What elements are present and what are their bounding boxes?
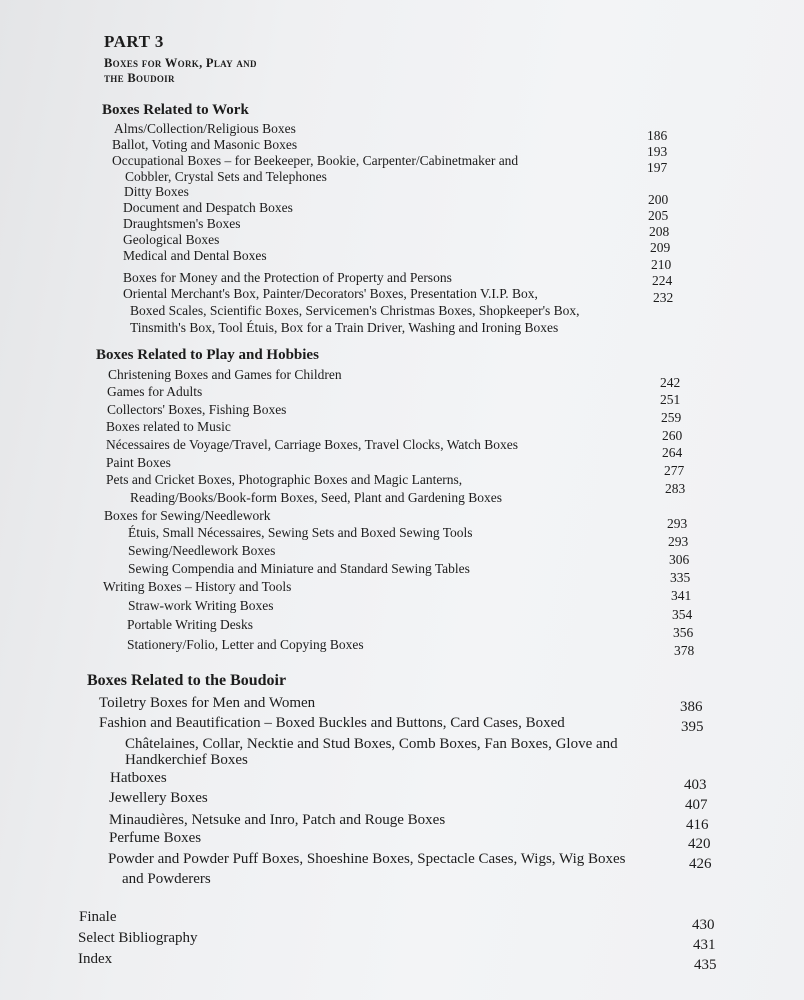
toc-entry: Collectors' Boxes, Fishing Boxes bbox=[107, 402, 287, 417]
toc-page-number: 341 bbox=[671, 588, 692, 603]
toc-entry: Boxes related to Music bbox=[106, 419, 231, 434]
toc-page-number: 197 bbox=[647, 160, 668, 175]
toc-entry: Châtelaines, Collar, Necktie and Stud Boxes, Comb Boxes, Fan Boxes, Glove and bbox=[125, 736, 618, 752]
toc-entry: Stationery/Folio, Letter and Copying Boxes bbox=[127, 637, 364, 652]
toc-entry: Tinsmith's Box, Tool Étuis, Box for a Train Driver, Washing and Ironing Boxes bbox=[130, 320, 559, 335]
part-title bbox=[104, 56, 404, 86]
toc-entry: Jewellery Boxes bbox=[109, 790, 208, 806]
toc-page-number: 209 bbox=[650, 240, 671, 255]
part-title-line: Boxes for Work, Play and bbox=[104, 56, 257, 70]
toc-page-number: 186 bbox=[647, 128, 668, 143]
toc-entry: Alms/Collection/Religious Boxes bbox=[114, 121, 296, 136]
toc-entry: Occupational Boxes – for Beekeeper, Bookie, Carpenter/Cabinetmaker and bbox=[112, 153, 519, 168]
toc-page-number: 277 bbox=[664, 463, 685, 478]
toc-page-number: 416 bbox=[686, 817, 709, 833]
toc-page-number: 251 bbox=[660, 392, 681, 407]
section-heading: Boxes Related to Work bbox=[102, 102, 249, 118]
toc-entry: Ballot, Voting and Masonic Boxes bbox=[112, 137, 298, 152]
toc-page-number: 200 bbox=[648, 192, 669, 207]
toc-entry: Fashion and Beautification – Boxed Buckles and Buttons, Card Cases, Boxed bbox=[99, 715, 565, 731]
toc-entry: Writing Boxes – History and Tools bbox=[103, 579, 292, 594]
toc-entry: Hatboxes bbox=[110, 770, 167, 786]
toc-entry: Games for Adults bbox=[107, 384, 203, 399]
toc-page-number: 232 bbox=[653, 290, 674, 305]
toc-page-number: 395 bbox=[681, 719, 704, 735]
part-label: PART 3 bbox=[104, 32, 164, 51]
toc-entry: Portable Writing Desks bbox=[127, 617, 253, 632]
toc-entry: Powder and Powder Puff Boxes, Shoeshine Boxes, Spectacle Cases, Wigs, Wig Boxes bbox=[108, 851, 626, 867]
toc-page-number: 420 bbox=[688, 836, 711, 852]
toc-page-number: 407 bbox=[685, 797, 708, 813]
toc-page-number: 386 bbox=[680, 699, 703, 715]
toc-page-number: 193 bbox=[647, 144, 668, 159]
toc-page-number: 335 bbox=[670, 570, 691, 585]
toc-entry: Étuis, Small Nécessaires, Sewing Sets and Boxed Sewing Tools bbox=[128, 525, 473, 540]
toc-entry: Cobbler, Crystal Sets and Telephones bbox=[125, 169, 327, 184]
toc-entry: Index bbox=[78, 951, 113, 967]
toc-entry: Sewing Compendia and Miniature and Standard Sewing Tables bbox=[128, 561, 470, 576]
toc-entry: Straw-work Writing Boxes bbox=[128, 598, 274, 613]
toc-page-number: 242 bbox=[660, 375, 681, 390]
toc-page-number: 426 bbox=[689, 856, 712, 872]
toc-page-number: 210 bbox=[651, 257, 672, 272]
toc-page-number: 264 bbox=[662, 445, 683, 460]
toc-page-number: 208 bbox=[649, 224, 670, 239]
toc-page-number: 435 bbox=[694, 957, 717, 973]
toc-entry: Boxes for Sewing/Needlework bbox=[104, 508, 271, 523]
toc-entry: Handkerchief Boxes bbox=[125, 752, 248, 768]
toc-entry: Christening Boxes and Games for Children bbox=[108, 367, 342, 382]
toc-entry: Geological Boxes bbox=[123, 232, 220, 247]
toc-page-number: 293 bbox=[668, 534, 689, 549]
section-heading: Boxes Related to Play and Hobbies bbox=[96, 347, 319, 363]
toc-entry: Boxes for Money and the Protection of Property and Persons bbox=[123, 270, 452, 285]
toc-entry: Select Bibliography bbox=[78, 930, 198, 946]
toc-page-number: 378 bbox=[674, 643, 695, 658]
toc-page-number: 205 bbox=[648, 208, 669, 223]
toc-page-number: 306 bbox=[669, 552, 690, 567]
toc-entry: Reading/Books/Book-form Boxes, Seed, Plant and Gardening Boxes bbox=[130, 490, 502, 505]
toc-page-number: 403 bbox=[684, 777, 707, 793]
toc-entry: Paint Boxes bbox=[106, 455, 171, 470]
toc-entry: Sewing/Needlework Boxes bbox=[128, 543, 276, 558]
toc-entry: Pets and Cricket Boxes, Photographic Boxes and Magic Lanterns, bbox=[106, 472, 463, 487]
toc-entry: Nécessaires de Voyage/Travel, Carriage Boxes, Travel Clocks, Watch Boxes bbox=[106, 437, 518, 452]
toc-entry: Document and Despatch Boxes bbox=[123, 200, 293, 215]
toc-page-number: 356 bbox=[673, 625, 694, 640]
toc-page-number: 354 bbox=[672, 607, 693, 622]
toc-page-number: 431 bbox=[693, 937, 716, 953]
toc-entry: Oriental Merchant's Box, Painter/Decorators' Boxes, Presentation V.I.P. Box, bbox=[123, 286, 538, 301]
toc-entry: Draughtsmen's Boxes bbox=[123, 216, 241, 231]
toc-entry: Ditty Boxes bbox=[124, 184, 189, 199]
toc-entry: Finale bbox=[79, 909, 117, 925]
toc-entry: and Powderers bbox=[122, 871, 211, 887]
toc-page-number: 260 bbox=[662, 428, 683, 443]
toc-page-number: 283 bbox=[665, 481, 686, 496]
toc-page-number: 259 bbox=[661, 410, 682, 425]
toc-entry: Minaudières, Netsuke and Inro, Patch and Rouge Boxes bbox=[109, 812, 446, 828]
toc-entry: Toiletry Boxes for Men and Women bbox=[99, 695, 316, 711]
part-title-line: the Boudoir bbox=[104, 71, 175, 85]
toc-entry: Boxed Scales, Scientific Boxes, Servicemen's Christmas Boxes, Shopkeeper's Box, bbox=[130, 303, 580, 318]
toc-page-number: 293 bbox=[667, 516, 688, 531]
toc-page-number: 224 bbox=[652, 273, 673, 288]
toc-entry: Medical and Dental Boxes bbox=[123, 248, 267, 263]
toc-entry: Perfume Boxes bbox=[109, 830, 202, 846]
section-heading: Boxes Related to the Boudoir bbox=[87, 672, 287, 689]
toc-page-number: 430 bbox=[692, 917, 715, 933]
